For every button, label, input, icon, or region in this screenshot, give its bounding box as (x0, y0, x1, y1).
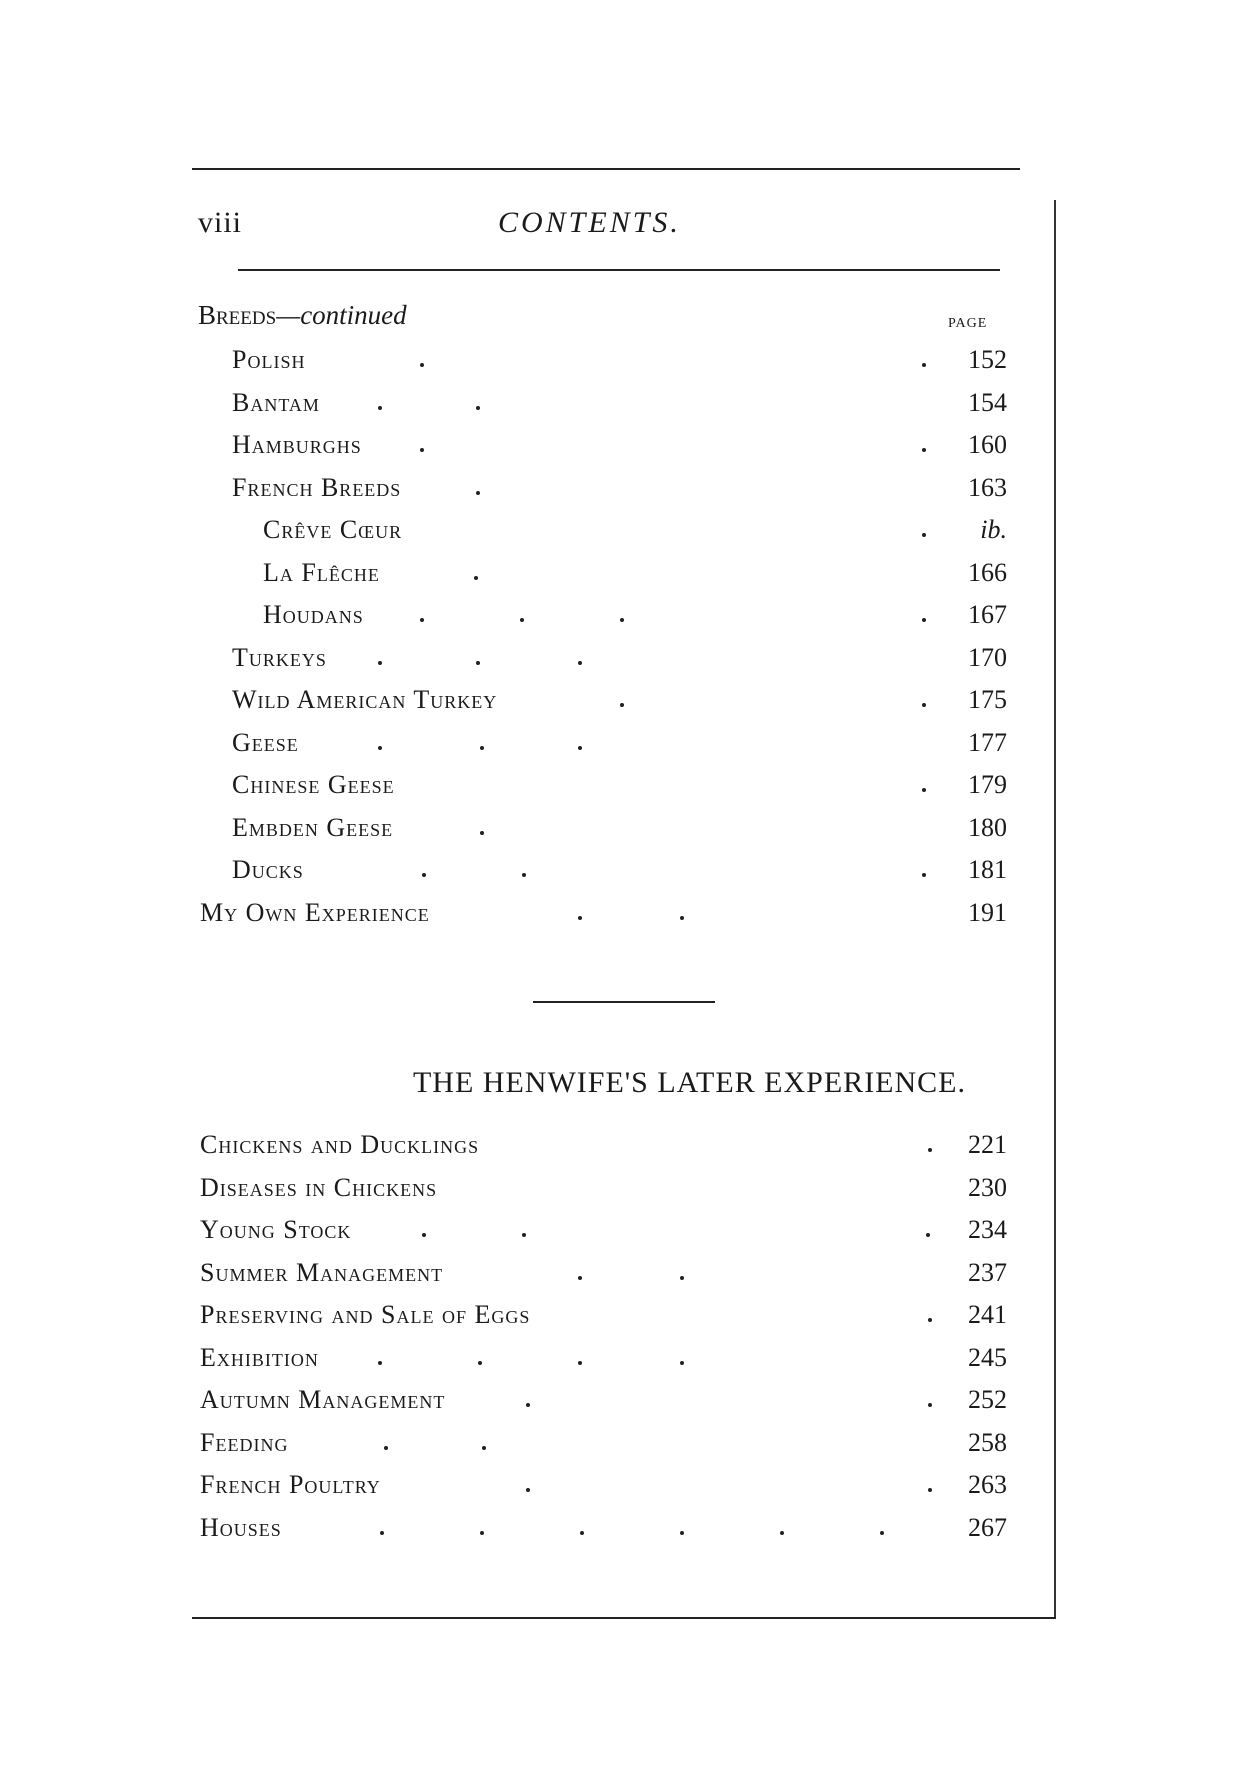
later-toc-list (0, 1130, 1259, 1555)
section-label (198, 300, 407, 331)
section-label-suffix: —continued (276, 300, 407, 330)
breeds-toc-list (0, 345, 1259, 940)
toc-entry-title: French Poultry (200, 1470, 381, 1499)
leader-dot (422, 873, 426, 877)
leader-dot (474, 576, 478, 580)
leader-dot (526, 1403, 530, 1407)
leader-dot (526, 1488, 530, 1492)
leader-dot (420, 448, 424, 452)
toc-entry[interactable] (0, 473, 1259, 516)
leader-dot (476, 491, 480, 495)
toc-entry[interactable] (0, 1215, 1259, 1258)
page-column-label: PAGE (948, 316, 988, 331)
leader-dot (476, 406, 480, 410)
toc-entry-title: Young Stock (200, 1215, 352, 1244)
section-heading: THE HENWIFE'S LATER EXPERIENCE. (412, 1066, 967, 1099)
leader-dot (420, 363, 424, 367)
toc-entry-page: 167 (968, 600, 1007, 629)
leader-dot (378, 1361, 382, 1365)
toc-entry-page: 177 (968, 727, 1007, 757)
toc-entry-title: Preserving and Sale of Eggs (200, 1300, 531, 1329)
toc-entry[interactable] (0, 558, 1259, 601)
page-title: CONTENTS. (498, 206, 681, 239)
toc-entry-title: Feeding (200, 1427, 289, 1457)
toc-entry-title: Houses (200, 1512, 282, 1542)
leader-dot (578, 1276, 582, 1280)
leader-dot (922, 618, 926, 622)
leader-dot (780, 1531, 784, 1535)
toc-entry-title: Ducks (232, 855, 304, 884)
toc-entry-title: Turkeys (232, 642, 327, 672)
toc-entry[interactable] (0, 1513, 1259, 1556)
toc-entry-page: 245 (968, 1342, 1007, 1372)
toc-entry-title: Embden Geese (232, 812, 394, 842)
toc-entry-page: 170 (968, 642, 1007, 672)
toc-entry[interactable] (0, 1385, 1259, 1428)
leader-dot (520, 618, 524, 622)
toc-entry-title: Chickens and Ducklings (200, 1130, 480, 1159)
toc-entry-page: ib. (980, 515, 1007, 544)
leader-dot (422, 1233, 426, 1237)
toc-entry-title: Crêve Cœur (263, 515, 403, 544)
toc-entry-title: Chinese Geese (232, 770, 395, 799)
leader-dot (378, 406, 382, 410)
toc-entry-page: 166 (968, 557, 1007, 587)
toc-entry[interactable] (0, 1470, 1259, 1513)
toc-entry-page: 258 (968, 1427, 1007, 1457)
leader-dot (922, 363, 926, 367)
leader-dot (578, 1361, 582, 1365)
top-rule (192, 168, 1020, 170)
toc-entry[interactable] (0, 643, 1259, 686)
toc-entry-page: 163 (968, 472, 1007, 502)
leader-dot (384, 1446, 388, 1450)
toc-entry-title: Geese (232, 727, 299, 757)
toc-entry[interactable] (0, 388, 1259, 431)
toc-entry-title: Hamburghs (232, 430, 362, 459)
toc-entry-page: 241 (968, 1300, 1007, 1329)
leader-dot (420, 618, 424, 622)
toc-entry[interactable] (0, 855, 1259, 898)
leader-dot (378, 746, 382, 750)
leader-dot (926, 1233, 930, 1237)
header-rule (238, 269, 1000, 271)
toc-entry[interactable] (0, 770, 1259, 813)
leader-dot (620, 703, 624, 707)
toc-entry[interactable] (0, 515, 1259, 558)
leader-dot (578, 916, 582, 920)
toc-entry-page: 234 (968, 1215, 1007, 1244)
leader-dot (922, 788, 926, 792)
toc-entry[interactable] (0, 1428, 1259, 1471)
toc-entry[interactable] (0, 1130, 1259, 1173)
toc-entry[interactable] (0, 430, 1259, 473)
toc-entry-page: 175 (968, 685, 1007, 714)
toc-entry[interactable] (0, 1173, 1259, 1216)
toc-entry-title: Bantam (232, 387, 320, 417)
leader-dot (880, 1531, 884, 1535)
toc-entry[interactable] (0, 1343, 1259, 1386)
toc-entry[interactable] (0, 600, 1259, 643)
leader-dot (680, 1276, 684, 1280)
leader-dot (922, 703, 926, 707)
leader-dot (578, 746, 582, 750)
leader-dot (476, 661, 480, 665)
leader-dot (928, 1318, 932, 1322)
leader-dot (482, 1446, 486, 1450)
toc-entry-page: 152 (968, 345, 1007, 374)
toc-entry-page: 160 (968, 430, 1007, 459)
toc-entry-page: 221 (968, 1130, 1007, 1159)
toc-entry-title: Autumn Management (200, 1385, 446, 1414)
toc-entry-page: 237 (968, 1257, 1007, 1287)
toc-entry-page: 230 (968, 1172, 1007, 1202)
leader-dot (578, 661, 582, 665)
leader-dot (680, 1531, 684, 1535)
toc-entry-page: 191 (968, 897, 1007, 927)
toc-entry-page: 267 (968, 1512, 1007, 1542)
toc-entry-page: 179 (968, 770, 1007, 799)
leader-dot (522, 873, 526, 877)
leader-dot (928, 1148, 932, 1152)
toc-entry[interactable] (0, 898, 1259, 941)
leader-dot (620, 618, 624, 622)
toc-entry-title: Exhibition (200, 1342, 319, 1372)
leader-dot (480, 746, 484, 750)
leader-dot (680, 1361, 684, 1365)
leader-dot (922, 533, 926, 537)
leader-dot (680, 916, 684, 920)
toc-entry-title: Houdans (263, 600, 364, 629)
header-page-number: viii (198, 206, 243, 239)
toc-entry-title: Polish (232, 345, 306, 374)
toc-entry-page: 181 (968, 855, 1007, 884)
bottom-rule (192, 1617, 1056, 1619)
toc-entry[interactable] (0, 1258, 1259, 1301)
toc-entry-page: 263 (968, 1470, 1007, 1499)
toc-entry-page: 154 (968, 387, 1007, 417)
leader-dot (480, 1531, 484, 1535)
toc-entry-title: Wild American Turkey (232, 685, 498, 714)
leader-dot (580, 1531, 584, 1535)
leader-dot (928, 1403, 932, 1407)
leader-dot (480, 831, 484, 835)
section-divider (533, 1001, 715, 1003)
toc-entry[interactable] (0, 813, 1259, 856)
toc-entry-page: 252 (968, 1385, 1007, 1414)
toc-entry[interactable] (0, 685, 1259, 728)
leader-dot (478, 1361, 482, 1365)
toc-entry[interactable] (0, 345, 1259, 388)
leader-dot (378, 661, 382, 665)
leader-dot (922, 448, 926, 452)
toc-entry-title: My Own Experience (200, 897, 430, 927)
leader-dot (922, 873, 926, 877)
toc-entry[interactable] (0, 1300, 1259, 1343)
toc-entry-title: Diseases in Chickens (200, 1172, 438, 1202)
toc-entry-title: La Flêche (263, 557, 380, 587)
leader-dot (380, 1531, 384, 1535)
toc-entry-title: French Breeds (232, 472, 402, 502)
toc-entry[interactable] (0, 728, 1259, 771)
section-label-name: Breeds (198, 300, 277, 330)
toc-entry-page: 180 (968, 812, 1007, 842)
leader-dot (928, 1488, 932, 1492)
toc-entry-title: Summer Management (200, 1257, 444, 1287)
leader-dot (522, 1233, 526, 1237)
